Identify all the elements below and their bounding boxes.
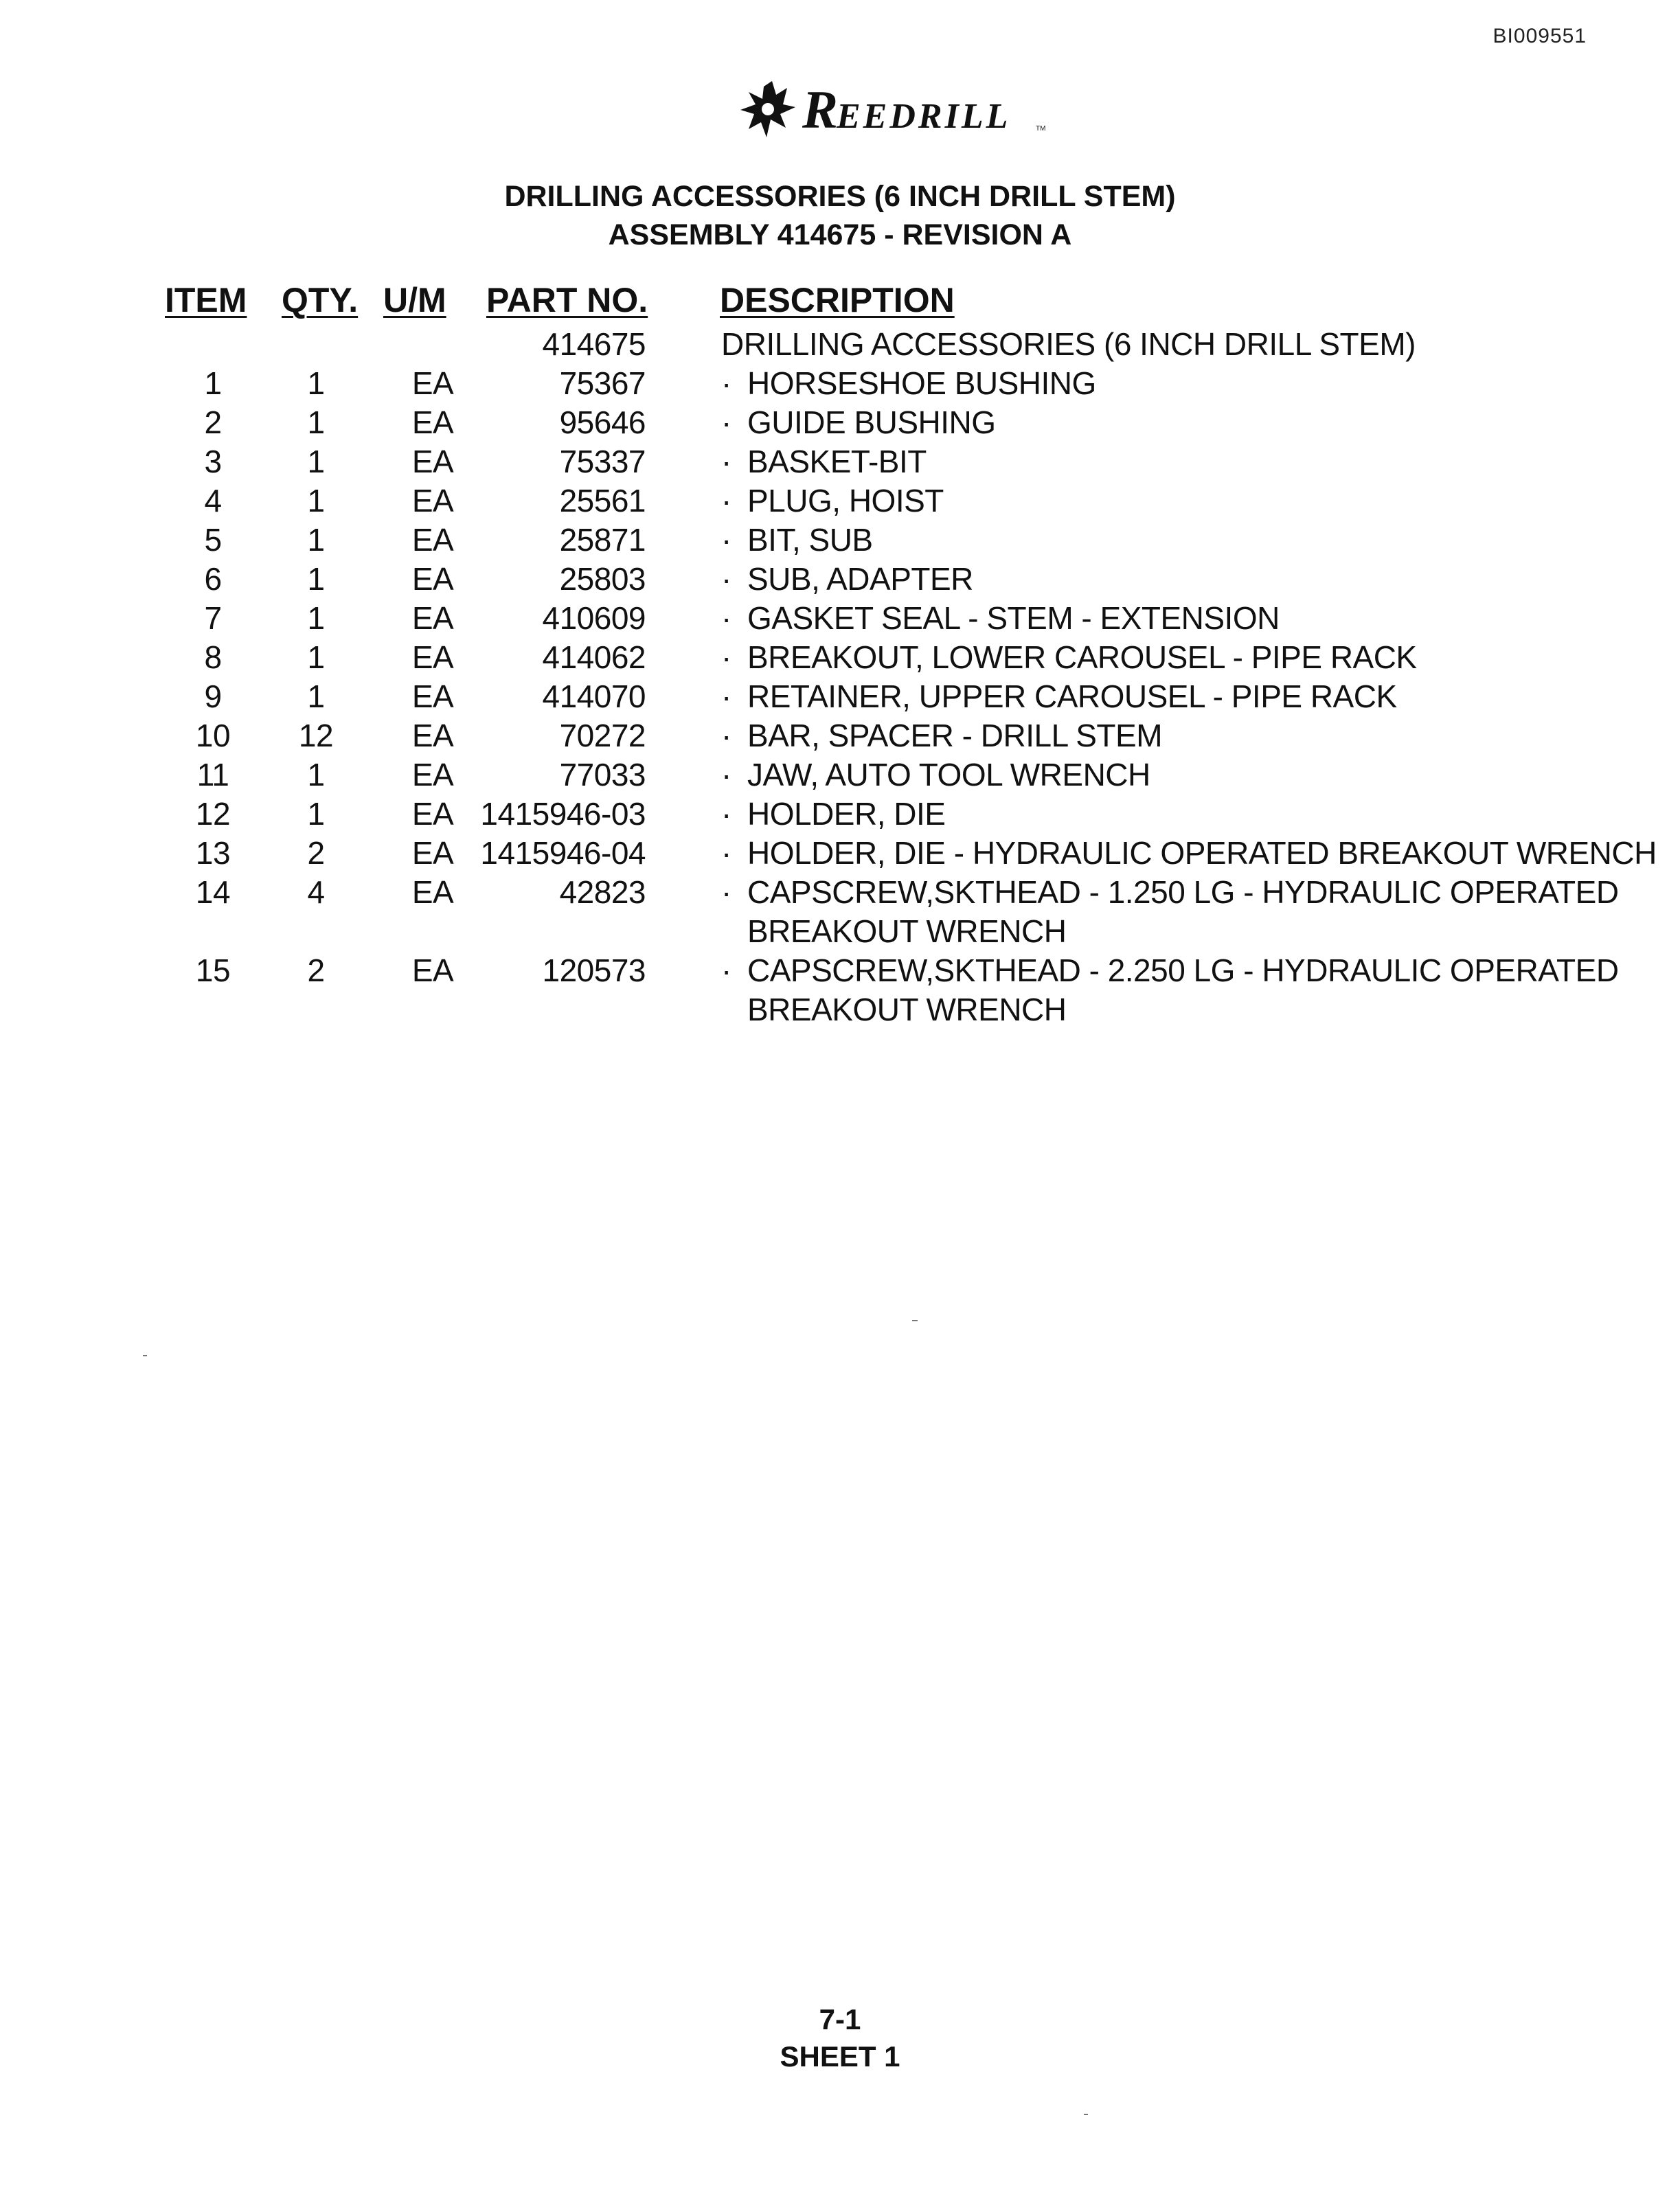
part-number: 410609 <box>542 600 646 636</box>
description-text: BASKET-BIT <box>747 444 927 479</box>
bullet-icon: · <box>721 561 731 597</box>
table-row <box>165 678 1539 717</box>
part-number: 70272 <box>559 718 646 753</box>
quantity: 1 <box>307 404 325 440</box>
quantity: 4 <box>307 874 325 910</box>
bullet-icon: · <box>721 522 731 558</box>
bullet-icon: · <box>721 874 731 910</box>
item-number: 3 <box>204 444 222 479</box>
table-row <box>165 404 1539 443</box>
table-row <box>165 834 1657 874</box>
description <box>721 365 1680 402</box>
quantity: 1 <box>307 561 325 597</box>
unit-of-measure: EA <box>411 639 454 675</box>
description <box>721 717 1680 754</box>
unit-of-measure: EA <box>411 874 454 910</box>
assembly-description: DRILLING ACCESSORIES (6 INCH DRILL STEM) <box>721 326 1416 362</box>
description <box>721 874 1680 911</box>
quantity: 2 <box>307 835 325 871</box>
description <box>721 600 1680 637</box>
reedrill-logo <box>728 74 1085 150</box>
table-row <box>165 443 1539 482</box>
description <box>721 834 1680 871</box>
part-number: 77033 <box>559 757 646 792</box>
description-text: CAPSCREW,SKTHEAD - 2.250 LG - HYDRAULIC OPERATED <box>747 953 1619 988</box>
description-text: CAPSCREW,SKTHEAD - 1.250 LG - HYDRAULIC OPERATED <box>747 874 1619 910</box>
table-row <box>165 560 1539 600</box>
description <box>721 482 1680 519</box>
part-number: 75367 <box>559 365 646 401</box>
header-um: U/M <box>383 281 446 319</box>
bullet-icon: · <box>721 639 731 675</box>
unit-of-measure: EA <box>411 522 454 558</box>
quantity: 12 <box>298 718 334 753</box>
quantity: 1 <box>307 444 325 479</box>
drill-bit-icon <box>740 81 795 137</box>
description <box>721 404 1680 441</box>
scan-speck <box>1084 2114 1088 2115</box>
item-number: 12 <box>195 796 231 832</box>
page-footer <box>0 2001 1680 2075</box>
description-text: BREAKOUT, LOWER CAROUSEL - PIPE RACK <box>747 639 1417 675</box>
svg-text:TM: TM <box>1036 125 1046 133</box>
table-row <box>165 639 1539 678</box>
unit-of-measure: EA <box>411 444 454 479</box>
item-number: 11 <box>196 757 229 792</box>
bullet-icon: · <box>721 953 731 988</box>
page-number: 7-1 <box>819 2003 861 2035</box>
quantity: 1 <box>307 757 325 792</box>
part-number: 414070 <box>542 678 646 714</box>
bullet-icon: · <box>721 796 731 832</box>
item-number: 10 <box>195 718 231 753</box>
description <box>721 795 1680 832</box>
description <box>721 756 1680 793</box>
table-row <box>165 756 1539 795</box>
description-text: HOLDER, DIE <box>747 796 946 832</box>
description-text: RETAINER, UPPER CAROUSEL - PIPE RACK <box>747 678 1397 714</box>
quantity: 1 <box>307 796 325 832</box>
unit-of-measure: EA <box>411 678 454 714</box>
description-text: PLUG, HOIST <box>747 483 944 518</box>
part-number: 1415946-04 <box>480 835 646 871</box>
description-continuation: BREAKOUT WRENCH <box>747 913 1067 949</box>
part-number: 1415946-03 <box>480 796 646 832</box>
description <box>721 560 1680 597</box>
scan-speck <box>912 1320 918 1321</box>
table-row <box>165 600 1539 639</box>
item-number: 4 <box>204 483 222 518</box>
quantity: 1 <box>307 365 325 401</box>
unit-of-measure: EA <box>411 718 454 753</box>
part-number: 25561 <box>559 483 646 518</box>
table-row <box>165 717 1539 756</box>
unit-of-measure: EA <box>411 757 454 792</box>
item-number: 1 <box>204 365 222 401</box>
item-number: 6 <box>204 561 222 597</box>
unit-of-measure: EA <box>411 561 454 597</box>
quantity: 1 <box>307 600 325 636</box>
description-text: HORSESHOE BUSHING <box>747 365 1096 401</box>
header-description: DESCRIPTION <box>720 281 955 319</box>
bullet-icon: · <box>721 444 731 479</box>
header-qty: QTY. <box>282 281 359 319</box>
quantity: 1 <box>307 483 325 518</box>
part-number: 75337 <box>559 444 646 479</box>
quantity: 1 <box>307 639 325 675</box>
title-line-2: ASSEMBLY 414675 - REVISION A <box>608 218 1072 251</box>
quantity: 1 <box>307 522 325 558</box>
assembly-row <box>165 326 1539 365</box>
description-text: HOLDER, DIE - HYDRAULIC OPERATED BREAKOUT WRENCH <box>747 835 1657 871</box>
description-continuation: BREAKOUT WRENCH <box>747 992 1067 1027</box>
table-row <box>165 795 1539 834</box>
part-number: 95646 <box>559 404 646 440</box>
unit-of-measure: EA <box>411 365 454 401</box>
item-number: 8 <box>204 639 222 675</box>
description-text: BAR, SPACER - DRILL STEM <box>747 718 1163 753</box>
description-text: GASKET SEAL - STEM - EXTENSION <box>747 600 1280 636</box>
bullet-icon: · <box>721 757 731 792</box>
bullet-icon: · <box>721 678 731 714</box>
description-text: BIT, SUB <box>747 522 873 558</box>
unit-of-measure: EA <box>411 404 454 440</box>
table-row <box>165 521 1539 560</box>
item-number: 5 <box>204 522 222 558</box>
bullet-icon: · <box>721 404 731 440</box>
table-row <box>165 874 1619 913</box>
table-row <box>165 365 1539 404</box>
unit-of-measure: EA <box>411 953 454 988</box>
item-number: 9 <box>204 678 222 714</box>
sheet-label: SHEET 1 <box>780 2040 900 2073</box>
bullet-icon: · <box>721 365 731 401</box>
quantity: 2 <box>307 953 325 988</box>
description-text: GUIDE BUSHING <box>747 404 996 440</box>
item-number: 13 <box>195 835 231 871</box>
item-number: 2 <box>204 404 222 440</box>
table-row-continuation <box>165 991 1539 1030</box>
svg-text:R: R <box>802 80 840 139</box>
document-id: BI009551 <box>1492 25 1587 47</box>
title-line-1: DRILLING ACCESSORIES (6 INCH DRILL STEM) <box>504 180 1176 213</box>
description <box>721 678 1680 715</box>
part-number: 25871 <box>559 522 646 558</box>
part-number: 414062 <box>542 639 646 675</box>
unit-of-measure: EA <box>411 835 454 871</box>
item-number: 14 <box>195 874 231 910</box>
header-item: ITEM <box>165 281 247 319</box>
document-title <box>0 177 1680 254</box>
bullet-icon: · <box>721 483 731 518</box>
header-part-no: PART NO. <box>486 281 648 319</box>
assembly-part-no: 414675 <box>542 326 646 362</box>
part-number: 42823 <box>559 874 646 910</box>
part-number: 25803 <box>559 561 646 597</box>
table-row-continuation <box>165 913 1539 952</box>
table-row <box>165 482 1539 521</box>
svg-text:EEDRILL: EEDRILL <box>837 97 1011 136</box>
bullet-icon: · <box>721 600 731 636</box>
item-number: 7 <box>204 600 222 636</box>
part-number: 120573 <box>542 953 646 988</box>
bullet-icon: · <box>721 835 731 871</box>
scan-speck <box>143 1355 147 1356</box>
description <box>721 443 1680 480</box>
unit-of-measure: EA <box>411 796 454 832</box>
description-text: JAW, AUTO TOOL WRENCH <box>747 757 1150 792</box>
description <box>721 521 1680 558</box>
description <box>721 639 1680 676</box>
description <box>721 952 1680 989</box>
bullet-icon: · <box>721 718 731 753</box>
unit-of-measure: EA <box>411 600 454 636</box>
table-row <box>165 952 1619 991</box>
quantity: 1 <box>307 678 325 714</box>
description-text: SUB, ADAPTER <box>747 561 973 597</box>
unit-of-measure: EA <box>411 483 454 518</box>
item-number: 15 <box>195 953 231 988</box>
